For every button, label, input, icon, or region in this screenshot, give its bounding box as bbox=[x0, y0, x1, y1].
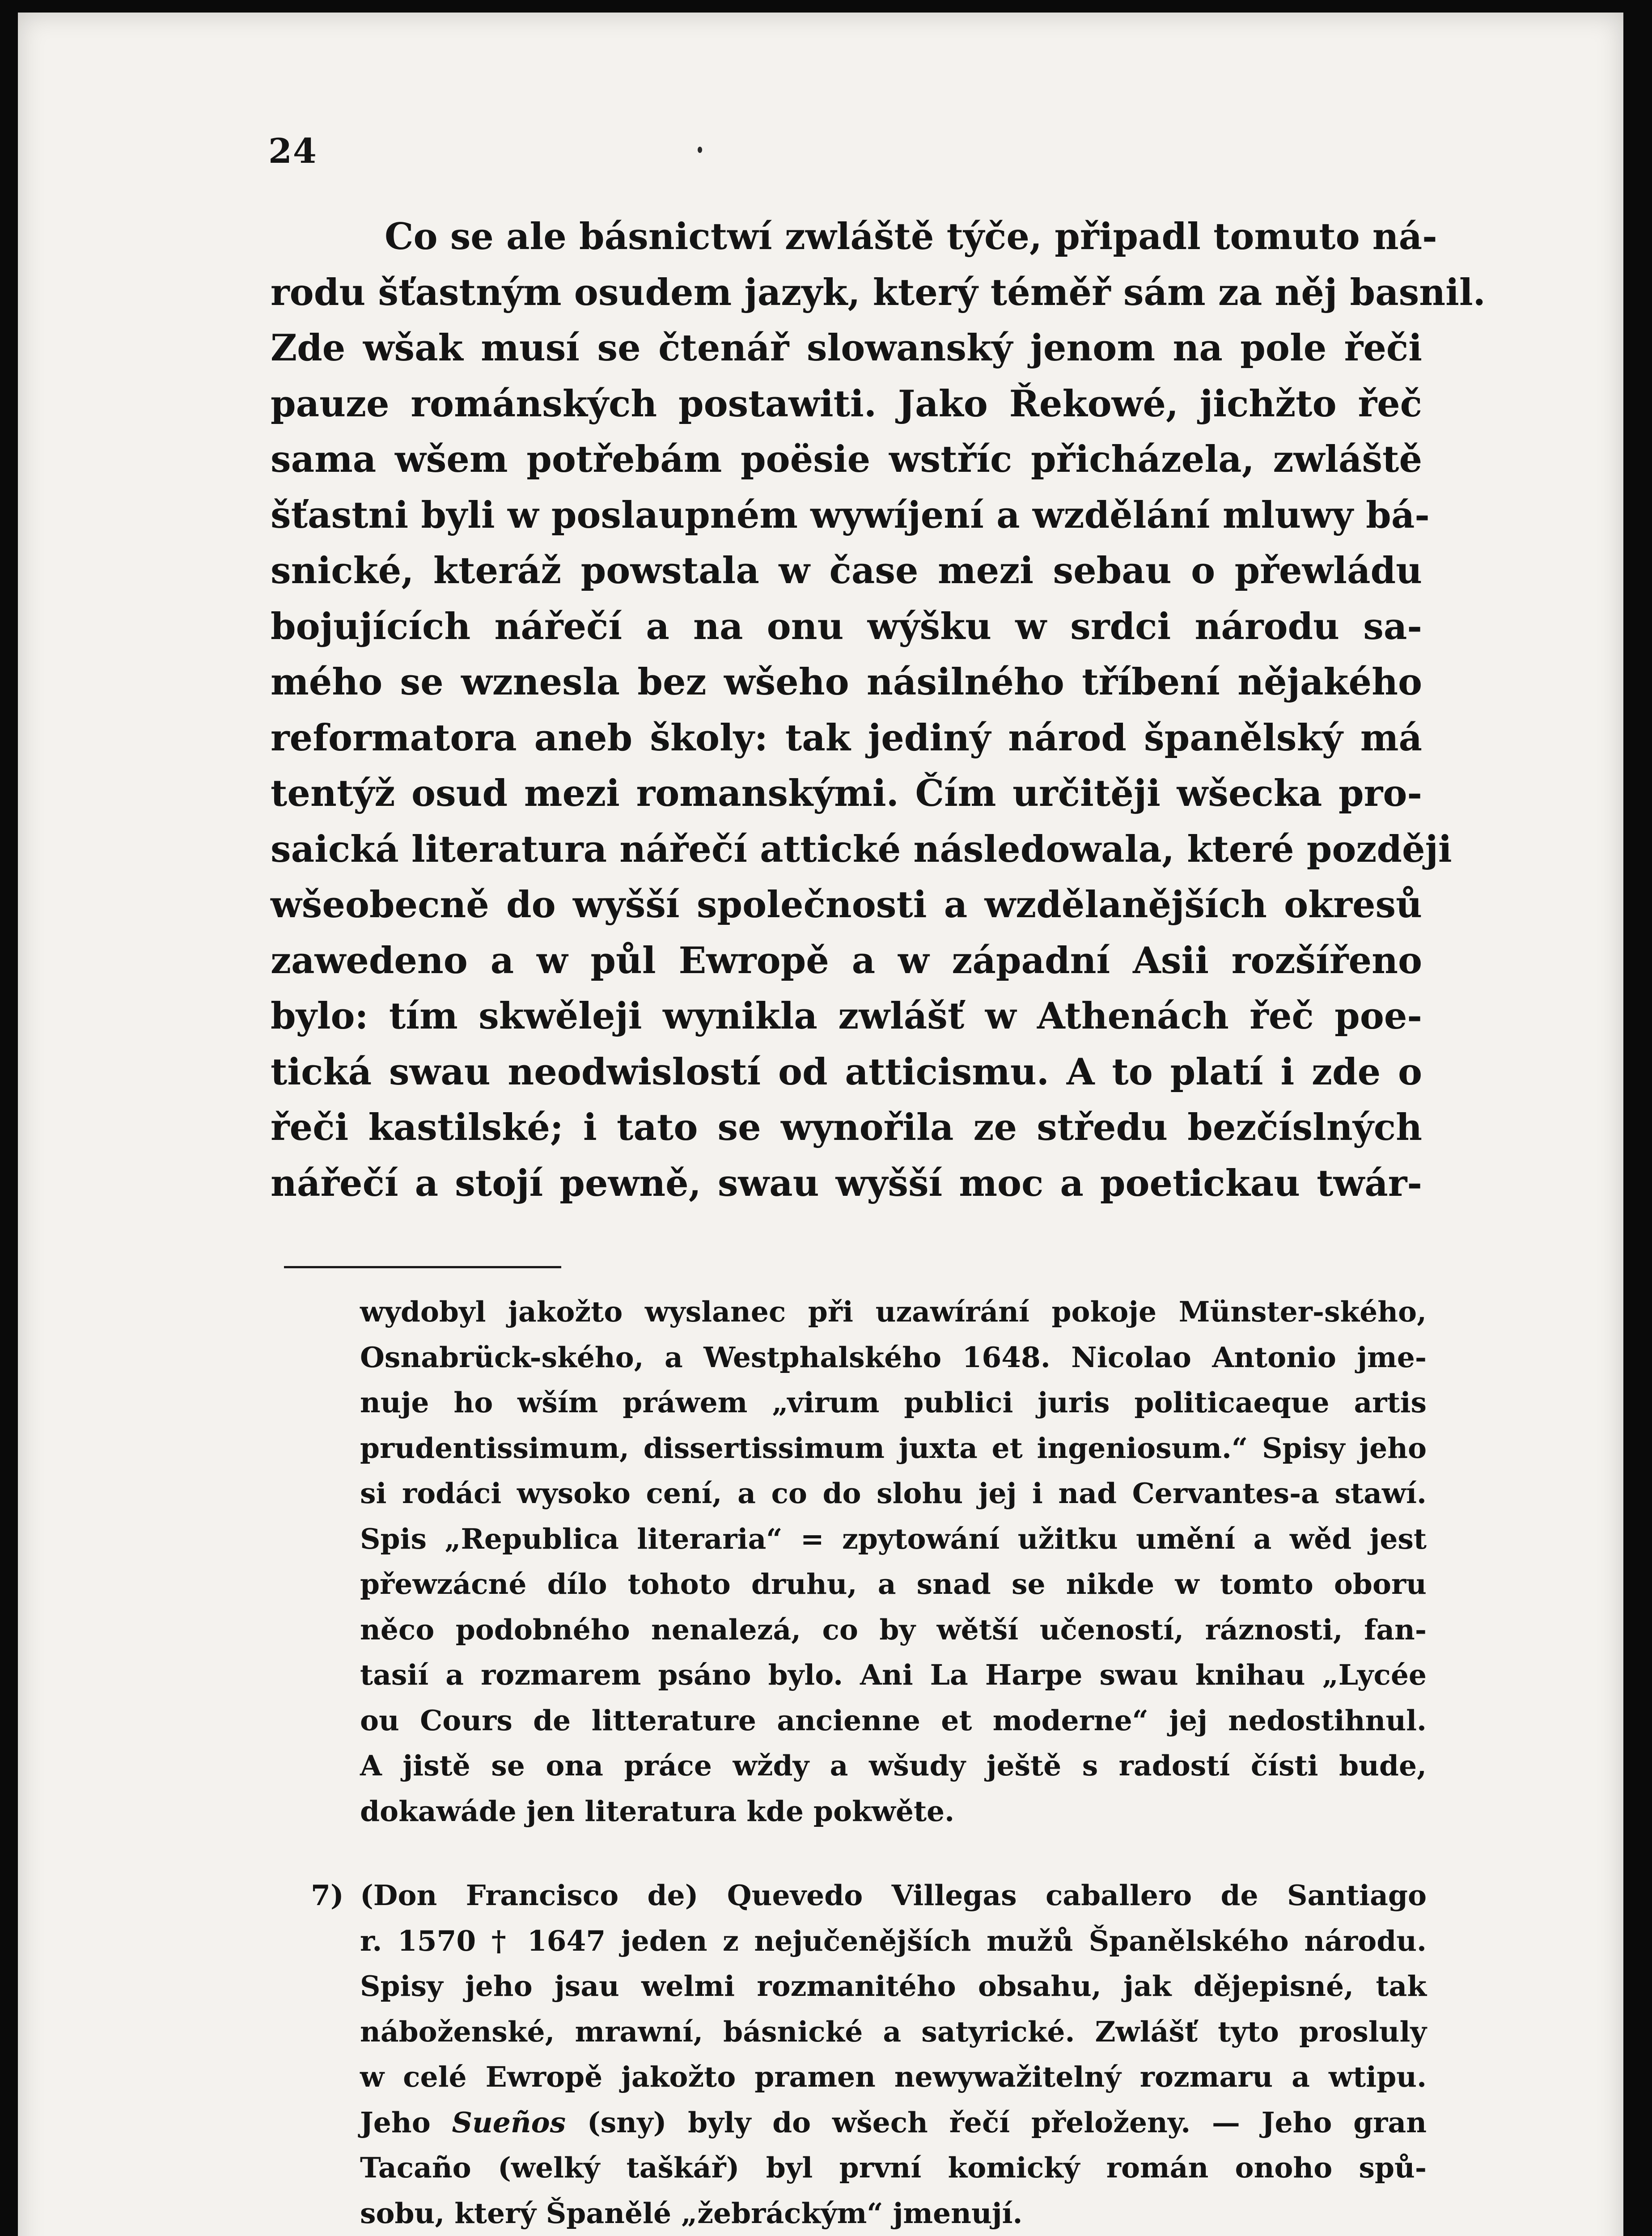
footnote-line: nuje ho wším práwem „virum publici juris politicaeque artis bbox=[360, 1386, 1427, 1419]
italic-title: Sueños bbox=[452, 2105, 566, 2139]
footnote-divider bbox=[284, 1266, 561, 1268]
footnote-line: Spis „Republica literaria“ = zpytowání užitku umění a wěd jest bbox=[360, 1522, 1427, 1555]
footnote-line: si rodáci wysoko cení, a co do slohu jej i nad Cervantes-a stawí. bbox=[360, 1477, 1427, 1510]
body-line: Zde wšak musí se čtenář slowanský jenom na pole řeči bbox=[271, 327, 1422, 369]
page-number: 24 bbox=[268, 131, 318, 171]
body-line: Co se ale básnictwí zwláště týče, připadl tomuto ná- bbox=[385, 216, 1437, 258]
footnote-marker: 7) bbox=[311, 1879, 344, 1912]
footnote-line: tasií a rozmarem psáno bylo. Ani La Harpe swau knihau „Lycée bbox=[360, 1658, 1427, 1691]
body-paragraph bbox=[271, 209, 1486, 1211]
footnote-line: A jistě se ona práce wždy a wšudy ještě s radostí čísti bude, bbox=[360, 1749, 1427, 1782]
body-line: šťastni byli w poslaupném wywíjení a wzdělání mluwy bá- bbox=[271, 494, 1430, 537]
footnote-text: (sny) byly do wšech řečí přeloženy. — Jeho gran bbox=[566, 2105, 1427, 2139]
footnote-7 bbox=[311, 1873, 1427, 2236]
footnote-line: r. 1570 † 1647 jeden z nejučenějších mužů Španělského národu. bbox=[360, 1924, 1427, 1957]
print-speck bbox=[698, 147, 702, 153]
body-line: sama wšem potřebám poësie wstříc přicházela, zwláště bbox=[271, 438, 1422, 481]
body-line: pauze románských postawiti. Jako Řekowé, jichžto řeč bbox=[271, 382, 1422, 425]
body-line: wšeobecně do wyšší společnosti a wzdělanějších okresů bbox=[271, 884, 1422, 926]
footnote-line: přewzácné dílo tohoto druhu, a snad se nikde w tomto oboru bbox=[360, 1567, 1427, 1601]
footnote-line: prudentissimum, dissertissimum juxta et ingeniosum.“ Spisy jeho bbox=[360, 1431, 1427, 1465]
footnote-line: něco podobného nenalezá, co by wětší učeností, ráznosti, fan- bbox=[360, 1613, 1427, 1646]
footnote-line: (Don Francisco de) Quevedo Villegas caballero de Santiago bbox=[360, 1879, 1427, 1912]
footnote-line: Tacaño (welký taškář) byl první komický román onoho spů- bbox=[360, 2151, 1427, 2184]
footnote-line-with-italic bbox=[360, 2100, 1427, 2146]
body-line: řeči kastilské; i tato se wynořila ze středu bezčíslných bbox=[271, 1106, 1422, 1149]
footnote-line: dokawáde jen literatura kde pokwěte. bbox=[360, 1794, 955, 1828]
footnote-line: náboženské, mrawní, básnické a satyrické. Zwlášť tyto prosluly bbox=[360, 2015, 1427, 2048]
body-line: mého se wznesla bez wšeho násilného tříbení nějakého bbox=[271, 661, 1422, 703]
body-line: tentýž osud mezi romanskými. Čím určitěji wšecka pro- bbox=[271, 772, 1422, 815]
book-page bbox=[18, 13, 1623, 2236]
body-line: saická literatura nářečí attické následowala, které později bbox=[271, 828, 1452, 871]
body-line: zawedeno a w půl Ewropě a w západní Asii rozšířeno bbox=[271, 939, 1422, 982]
footnote-line: ou Cours de litterature ancienne et moderne“ jej nedostihnul. bbox=[360, 1703, 1427, 1737]
footnote-line: sobu, který Španělé „žebráckým“ jmenují. bbox=[360, 2196, 1023, 2230]
body-line: nářečí a stojí pewně, swau wyšší moc a poetickau twár- bbox=[271, 1162, 1422, 1205]
body-line: rodu šťastným osudem jazyk, který téměř sám za něj basnil. bbox=[271, 271, 1486, 314]
body-line: snické, kteráž powstala w čase mezi sebau o přewládu bbox=[271, 550, 1422, 592]
footnote-line: Spisy jeho jsau welmi rozmanitého obsahu, jak dějepisné, tak bbox=[360, 1969, 1427, 2003]
footnote-continued bbox=[360, 1289, 1427, 1834]
footnote-line: Osnabrück-ského, a Westphalského 1648. Nicolao Antonio jme- bbox=[360, 1340, 1427, 1374]
body-line: reformatora aneb školy: tak jediný národ španělský má bbox=[271, 716, 1422, 759]
footnote-line: w celé Ewropě jakožto pramen newywažitelný rozmaru a wtipu. bbox=[360, 2060, 1427, 2093]
body-line: bylo: tím skwěleji wynikla zwlášť w Athenách řeč poe- bbox=[271, 995, 1422, 1038]
body-line: bojujících nářečí a na onu wýšku w srdci národu sa- bbox=[271, 605, 1422, 648]
body-line: tická swau neodwislostí od atticismu. A to platí i zde o bbox=[271, 1050, 1422, 1093]
footnote-line: wydobyl jakožto wyslanec při uzawírání pokoje Münster-ského, bbox=[360, 1295, 1427, 1328]
footnote-text: Jeho bbox=[360, 2105, 452, 2139]
